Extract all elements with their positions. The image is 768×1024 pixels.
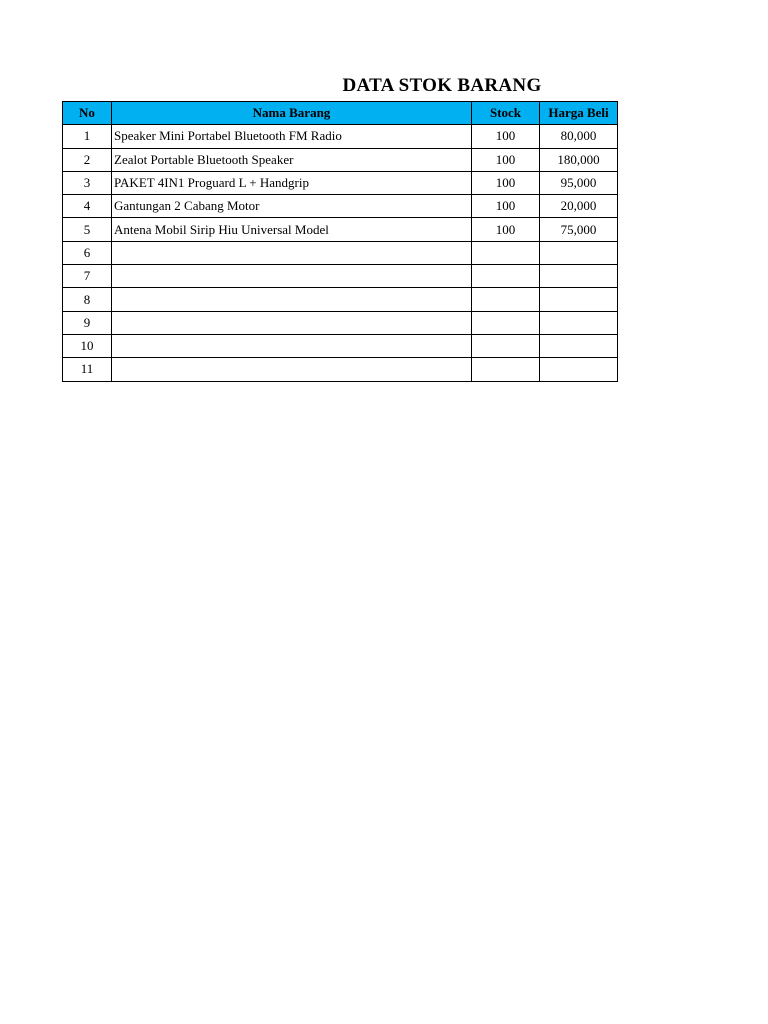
cell-price[interactable]: [540, 288, 618, 311]
cell-name[interactable]: Antena Mobil Sirip Hiu Universal Model: [112, 218, 472, 241]
cell-price[interactable]: 75,000: [540, 218, 618, 241]
table-row: [63, 125, 618, 148]
cell-no[interactable]: 8: [63, 288, 112, 311]
cell-name[interactable]: PAKET 4IN1 Proguard L + Handgrip: [112, 171, 472, 194]
table-row: [63, 288, 618, 311]
table-row: [63, 171, 618, 194]
cell-price[interactable]: [540, 265, 618, 288]
table-row: [63, 195, 618, 218]
cell-price[interactable]: 95,000: [540, 171, 618, 194]
cell-stock[interactable]: [472, 241, 540, 264]
cell-name[interactable]: [112, 265, 472, 288]
cell-name[interactable]: [112, 241, 472, 264]
cell-price[interactable]: [540, 358, 618, 381]
cell-no[interactable]: 5: [63, 218, 112, 241]
cell-no[interactable]: 11: [63, 358, 112, 381]
column-header-no[interactable]: No: [63, 102, 112, 125]
table-row: [63, 311, 618, 334]
cell-stock[interactable]: [472, 288, 540, 311]
cell-no[interactable]: 1: [63, 125, 112, 148]
cell-no[interactable]: 10: [63, 334, 112, 357]
stock-table: [62, 101, 618, 382]
cell-no[interactable]: 7: [63, 265, 112, 288]
cell-stock[interactable]: [472, 311, 540, 334]
cell-name[interactable]: [112, 334, 472, 357]
column-header-name[interactable]: Nama Barang: [112, 102, 472, 125]
cell-price[interactable]: 80,000: [540, 125, 618, 148]
column-header-price[interactable]: Harga Beli: [540, 102, 618, 125]
cell-price[interactable]: 180,000: [540, 148, 618, 171]
cell-name[interactable]: [112, 311, 472, 334]
cell-no[interactable]: 6: [63, 241, 112, 264]
column-header-stock[interactable]: Stock: [472, 102, 540, 125]
cell-stock[interactable]: 100: [472, 195, 540, 218]
cell-no[interactable]: 3: [63, 171, 112, 194]
table-row: [63, 334, 618, 357]
table-row: [63, 358, 618, 381]
table-header-row: [63, 102, 618, 125]
cell-name[interactable]: Speaker Mini Portabel Bluetooth FM Radio: [112, 125, 472, 148]
table-row: [63, 265, 618, 288]
cell-stock[interactable]: 100: [472, 125, 540, 148]
cell-price[interactable]: [540, 334, 618, 357]
page-title: DATA STOK BARANG: [342, 75, 542, 96]
cell-stock[interactable]: [472, 358, 540, 381]
cell-name[interactable]: Zealot Portable Bluetooth Speaker: [112, 148, 472, 171]
cell-stock[interactable]: 100: [472, 148, 540, 171]
cell-stock[interactable]: 100: [472, 218, 540, 241]
cell-price[interactable]: 20,000: [540, 195, 618, 218]
cell-name[interactable]: [112, 288, 472, 311]
cell-price[interactable]: [540, 241, 618, 264]
cell-no[interactable]: 9: [63, 311, 112, 334]
cell-price[interactable]: [540, 311, 618, 334]
cell-stock[interactable]: [472, 265, 540, 288]
table-row: [63, 218, 618, 241]
table-row: [63, 148, 618, 171]
cell-name[interactable]: Gantungan 2 Cabang Motor: [112, 195, 472, 218]
cell-no[interactable]: 2: [63, 148, 112, 171]
cell-stock[interactable]: [472, 334, 540, 357]
cell-stock[interactable]: 100: [472, 171, 540, 194]
cell-name[interactable]: [112, 358, 472, 381]
cell-no[interactable]: 4: [63, 195, 112, 218]
table-row: [63, 241, 618, 264]
